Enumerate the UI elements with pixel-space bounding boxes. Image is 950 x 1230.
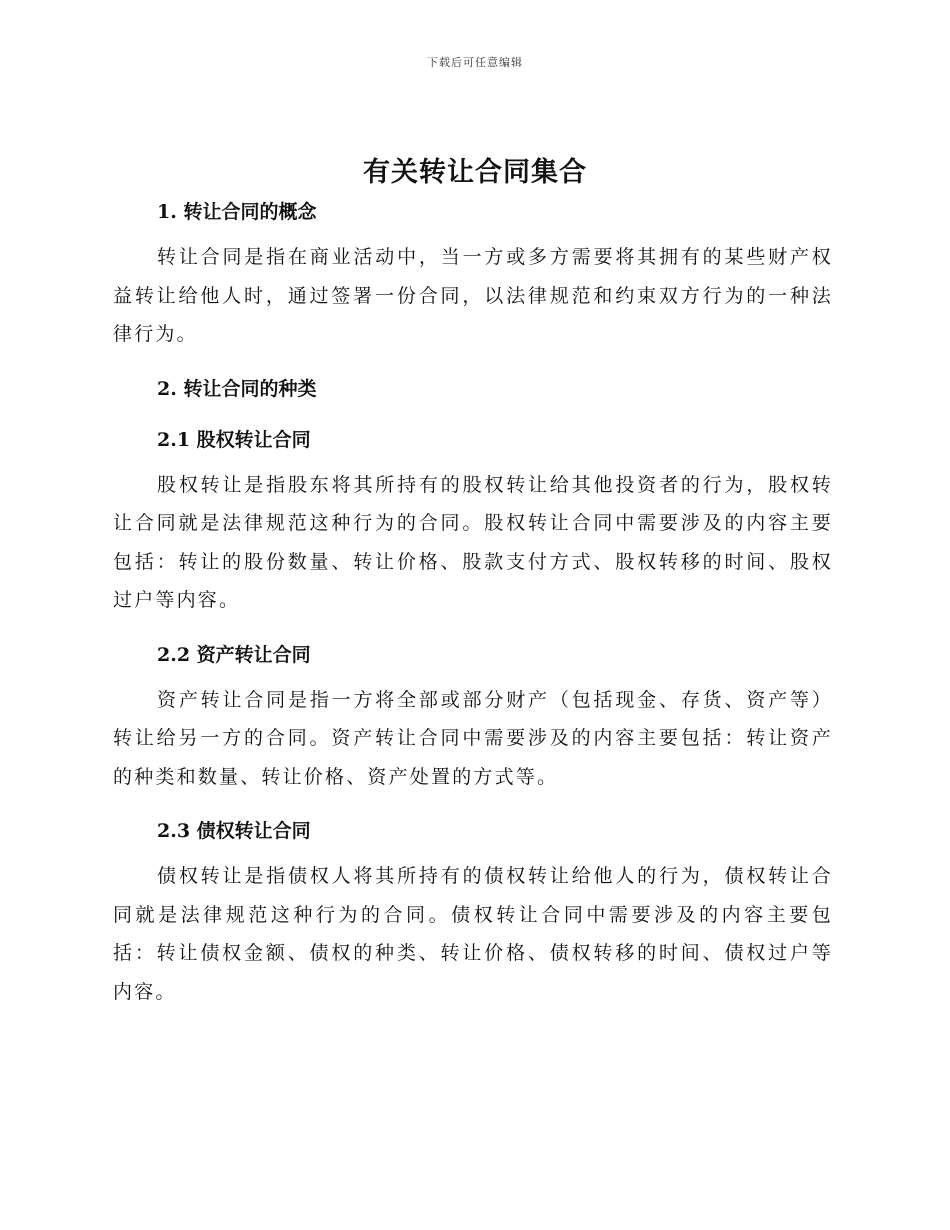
section-paragraph-2-3: 债权转让是指债权人将其所持有的债权转让给他人的行为，债权转让合同就是法律规范这种行为的合同。债权转让合同中需要涉及的内容主要包括：转让债权金额、债权的种类、转让价格、债权转移的时间、债权过户等内容。 (113, 865, 833, 1003)
section-paragraph-2-1: 股权转让是指股东将其所持有的股权转让给其他投资者的行为，股权转让合同就是法律规范这种行为的合同。股权转让合同中需要涉及的内容主要包括：转让的股份数量、转让价格、股款支付方式、股权转移的时间、股权过户等内容。 (113, 473, 833, 611)
section-heading-2: 2. 转让合同的种类 (157, 377, 317, 400)
document-body (113, 196, 833, 1011)
section-paragraph-1: 转让合同是指在商业活动中，当一方或多方需要将其拥有的某些财产权益转让给他人时，通过签署一份合同，以法律规范和约束双方行为的一种法律行为。 (113, 246, 833, 345)
section-heading-1: 1. 转让合同的概念 (157, 201, 317, 223)
section-heading-2-2: 2.2 资产转让合同 (157, 643, 311, 666)
section-paragraph-2-2: 资产转让合同是指一方将全部或部分财产（包括现金、存货、资产等）转让给另一方的合同。资产转让合同中需要涉及的内容主要包括：转让资产的种类和数量、转让价格、资产处置的方式等。 (113, 688, 833, 788)
header-note: 下载后可任意编辑 (427, 56, 523, 69)
section-heading-2-1: 2.1 股权转让合同 (157, 428, 311, 451)
document-title: 有关转让合同集合 (363, 157, 587, 188)
section-heading-2-3: 2.3 债权转让合同 (157, 820, 311, 842)
